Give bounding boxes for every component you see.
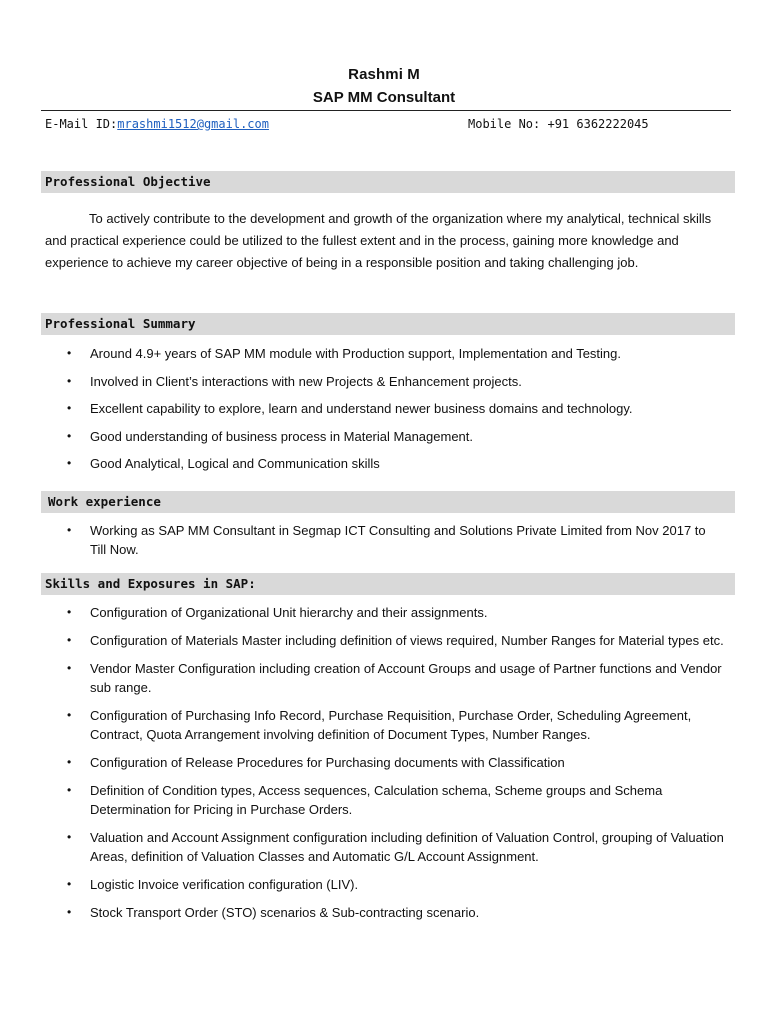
summary-list bbox=[45, 344, 725, 473]
bullet-icon: • bbox=[67, 605, 72, 619]
list-item: • Working as SAP MM Consultant in Segmap ICT Consulting and Solutions Private Limited from Nov 2017 to Till Now. bbox=[67, 523, 706, 557]
list-item: • Involved in Client’s interactions with new Projects & Enhancement projects. bbox=[67, 373, 522, 389]
bullet-icon: • bbox=[67, 633, 72, 647]
list-item: • Configuration of Purchasing Info Record, Purchase Requisition, Purchase Order, Scheduling Agreement, Contract, Quota Arrangement involving definition of Document Types, Number Ranges. bbox=[67, 708, 692, 742]
section-title: Professional Summary bbox=[45, 316, 196, 331]
list-item: • Good understanding of business process in Material Management. bbox=[67, 428, 473, 444]
header-divider bbox=[41, 110, 731, 111]
list-item: • Valuation and Account Assignment configuration including definition of Valuation Control, grouping of Valuation Areas, definition of Valuation Classes and Automatic G/L Account Assignment. bbox=[67, 830, 724, 864]
skills-list bbox=[45, 603, 725, 922]
bullet-icon: • bbox=[67, 373, 72, 388]
section-experience-header bbox=[41, 491, 735, 513]
mobile-number: +91 6362222045 bbox=[547, 117, 649, 131]
bullet-icon: • bbox=[67, 346, 72, 360]
bullet-icon: • bbox=[67, 755, 72, 769]
objective-paragraph bbox=[45, 208, 725, 274]
section-title: Skills and Exposures in SAP: bbox=[45, 576, 256, 591]
mobile-label: Mobile No: bbox=[468, 117, 548, 131]
bullet-icon: • bbox=[67, 661, 72, 675]
list-item: • Vendor Master Configuration including creation of Account Groups and usage of Partner functions and Vendor sub range. bbox=[67, 661, 722, 695]
section-skills-header bbox=[41, 573, 735, 595]
candidate-name: Rashmi M bbox=[348, 66, 420, 83]
section-summary-header bbox=[41, 313, 735, 335]
section-title: Professional Objective bbox=[45, 174, 211, 189]
bullet-icon: • bbox=[67, 877, 72, 891]
list-item: • Stock Transport Order (STO) scenarios & Sub-contracting scenario. bbox=[67, 905, 480, 920]
list-item: • Configuration of Release Procedures for Purchasing documents with Classification bbox=[67, 755, 565, 770]
list-item: • Good Analytical, Logical and Communication skills bbox=[67, 456, 380, 471]
list-item: • Configuration of Organizational Unit hierarchy and their assignments. bbox=[67, 605, 488, 620]
candidate-role: SAP MM Consultant bbox=[312, 89, 456, 106]
list-item: • Definition of Condition types, Access sequences, Calculation schema, Scheme groups and Schema Determination for Pricing in Purchase Orders. bbox=[67, 783, 663, 817]
objective-text: To actively contribute to the development and growth of the organization where my analytical, technical skills and practical experience could be utilized to the fullest extent and in the process, gaining more knowledge and experience to achieve my career objective of being in a responsible position and taking challenging job. bbox=[45, 211, 712, 270]
bullet-icon: • bbox=[67, 830, 72, 844]
bullet-icon: • bbox=[67, 708, 72, 722]
bullet-icon: • bbox=[67, 401, 72, 415]
bullet-icon: • bbox=[67, 523, 72, 537]
bullet-icon: • bbox=[67, 783, 72, 797]
list-item: • Configuration of Materials Master including definition of views required, Number Ranges for Material types etc. bbox=[67, 633, 724, 648]
email-label: E-Mail ID: bbox=[45, 117, 118, 131]
contact-line bbox=[45, 117, 735, 135]
mobile-block bbox=[468, 117, 649, 131]
section-objective-header bbox=[41, 171, 735, 193]
experience-list bbox=[45, 521, 725, 559]
bullet-icon: • bbox=[67, 428, 72, 443]
list-item: • Logistic Invoice verification configuration (LIV). bbox=[67, 877, 359, 892]
bullet-icon: • bbox=[67, 905, 72, 919]
list-item: • Excellent capability to explore, learn and understand newer business domains and technology. bbox=[67, 401, 633, 416]
section-title: Work experience bbox=[48, 494, 161, 509]
list-item: • Around 4.9+ years of SAP MM module with Production support, Implementation and Testing. bbox=[67, 346, 622, 361]
email-link[interactable]: mrashmi1512@gmail.com bbox=[117, 117, 269, 131]
bullet-icon: • bbox=[67, 456, 72, 470]
